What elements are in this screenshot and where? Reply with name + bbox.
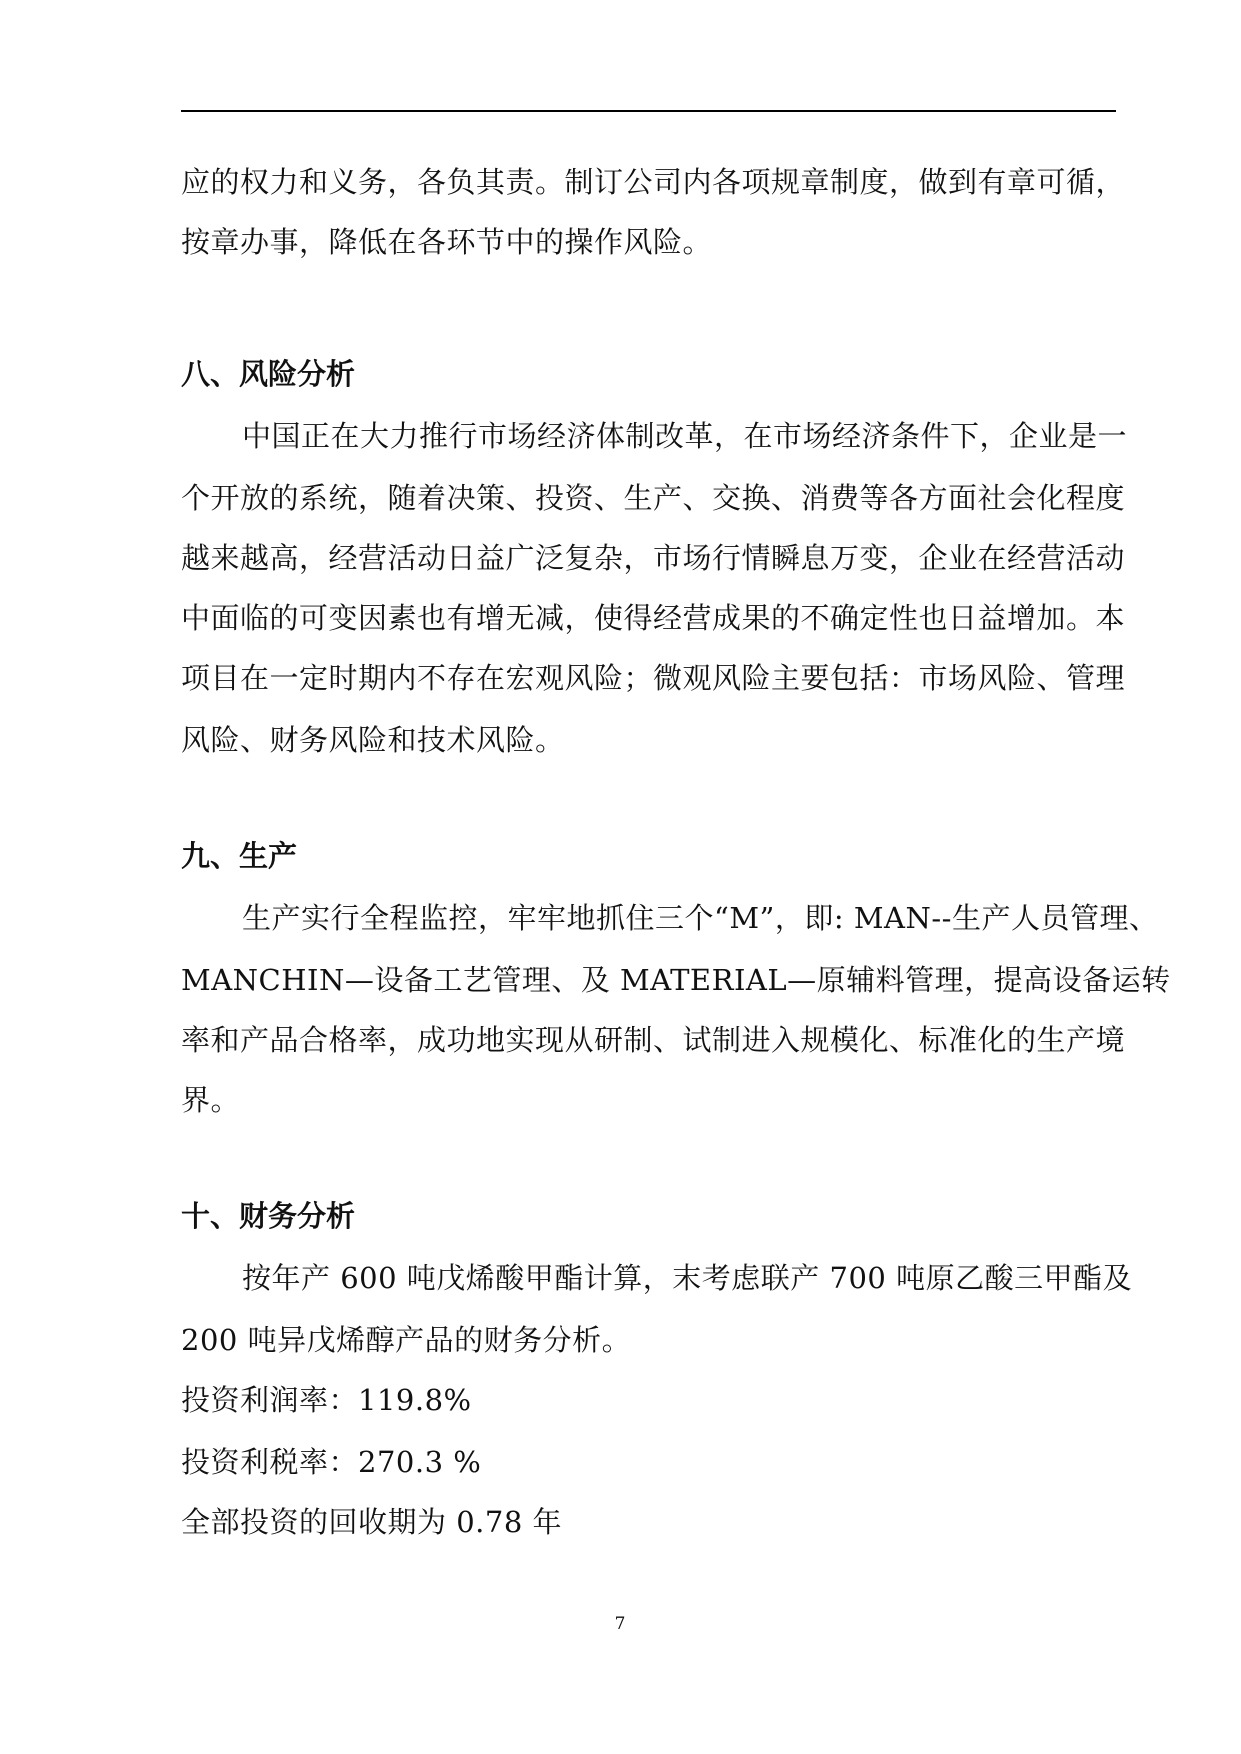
production-paragraph-line: 率和产品合格率，成功地实现从研制、试制进入规模化、标准化的生产境 bbox=[181, 1023, 1126, 1057]
risk-paragraph-line: 中国正在大力推行市场经济体制改革，在市场经济条件下，企业是一 bbox=[242, 419, 1128, 453]
risk-paragraph-line: 中面临的可变因素也有增无减，使得经营成果的不确定性也日益增加。本 bbox=[181, 601, 1126, 635]
finance-metric-profit-rate: 投资利润率：119.8% bbox=[181, 1383, 472, 1417]
header-rule bbox=[181, 110, 1116, 112]
finance-paragraph-line: 200 吨异戊烯醇产品的财务分析。 bbox=[181, 1323, 632, 1357]
risk-paragraph-line: 越来越高，经营活动日益广泛复杂，市场行情瞬息万变，企业在经营活动 bbox=[181, 541, 1126, 575]
finance-metric-tax-rate: 投资利税率：270.3 % bbox=[181, 1445, 482, 1479]
section-heading-production: 九、生产 bbox=[181, 839, 298, 873]
finance-paragraph-line: 按年产 600 吨戊烯酸甲酯计算，末考虑联产 700 吨原乙酸三甲酯及 bbox=[242, 1261, 1133, 1295]
section-heading-finance: 十、财务分析 bbox=[181, 1199, 356, 1233]
finance-metric-payback: 全部投资的回收期为 0.78 年 bbox=[181, 1505, 563, 1539]
production-paragraph-line: 界。 bbox=[181, 1083, 241, 1117]
risk-paragraph-line: 个开放的系统，随着决策、投资、生产、交换、消费等各方面社会化程度 bbox=[181, 481, 1126, 515]
production-paragraph-line: 生产实行全程监控，牢牢地抓住三个“M”，即: MAN--生产人员管理、 bbox=[242, 901, 1159, 935]
section-heading-risk: 八、风险分析 bbox=[181, 357, 356, 391]
intro-line-1: 应的权力和义务，各负其责。制订公司内各项规章制度，做到有章可循， bbox=[181, 165, 1126, 199]
intro-line-2: 按章办事，降低在各环节中的操作风险。 bbox=[181, 225, 713, 259]
risk-paragraph-line: 风险、财务风险和技术风险。 bbox=[181, 723, 565, 757]
risk-paragraph-line: 项目在一定时期内不存在宏观风险；微观风险主要包括：市场风险、管理 bbox=[181, 661, 1126, 695]
page-number: 7 bbox=[614, 1614, 626, 1634]
production-paragraph-line: MANCHIN—设备工艺管理、及 MATERIAL—原辅料管理，提高设备运转 bbox=[181, 963, 1171, 997]
